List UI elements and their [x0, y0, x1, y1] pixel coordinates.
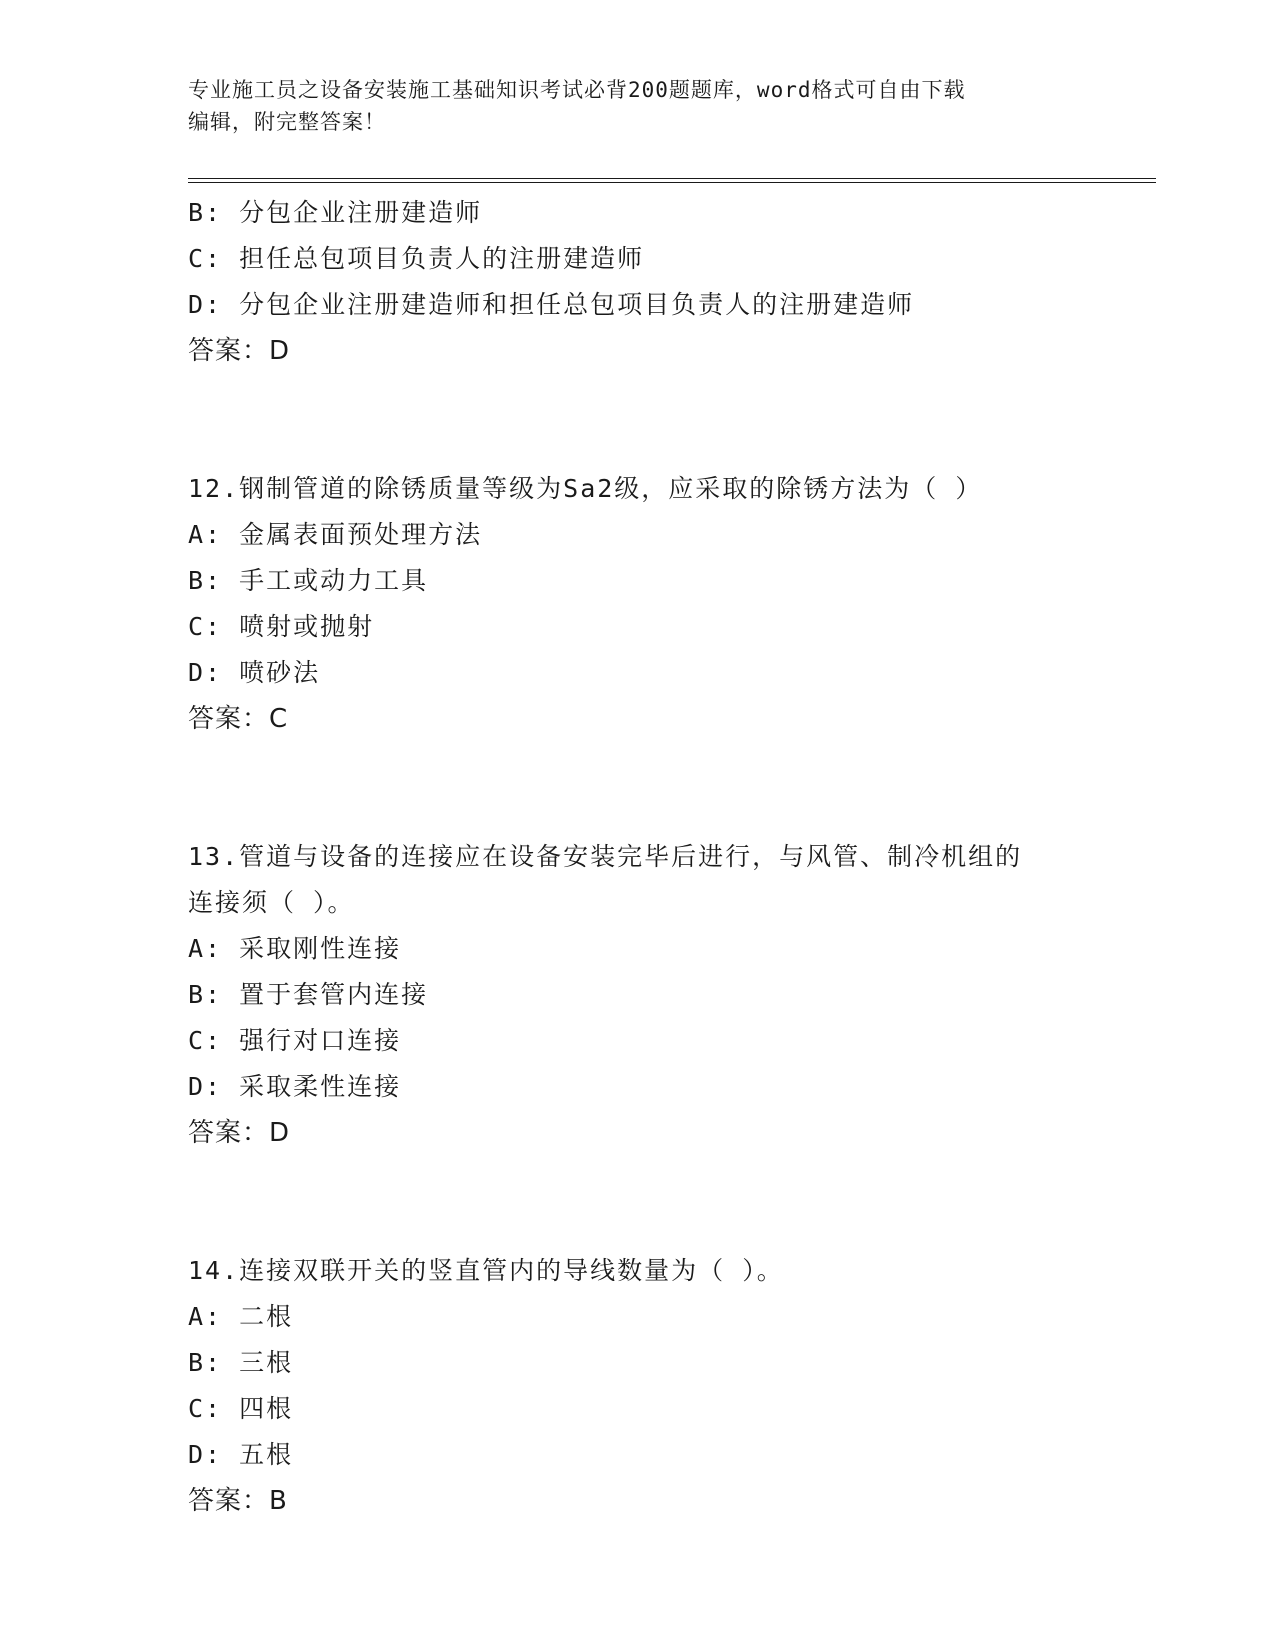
- option-c: C: 担任总包项目负责人的注册建造师: [188, 244, 645, 273]
- option-a: A: 二根: [188, 1302, 294, 1331]
- spacer: [188, 374, 1088, 466]
- option-d: D: 喷砂法: [188, 658, 321, 687]
- option-c: C: 四根: [188, 1394, 294, 1423]
- option-d: D: 分包企业注册建造师和担任总包项目负责人的注册建造师: [188, 290, 915, 319]
- answer: 答案：D: [188, 1118, 291, 1148]
- question-11: [188, 190, 1088, 374]
- header-line-1: 专业施工员之设备安装施工基础知识考试必背200题题库，word格式可自由下载: [188, 78, 966, 102]
- option-c: C: 喷射或抛射: [188, 612, 375, 641]
- option-d: D: 采取柔性连接: [188, 1072, 402, 1101]
- option-c: C: 强行对口连接: [188, 1026, 402, 1055]
- answer: 答案：C: [188, 704, 289, 734]
- question-14: [188, 1248, 1088, 1524]
- question-12: [188, 466, 1088, 742]
- question-stem-line-1: 13.管道与设备的连接应在设备安装完毕后进行，与风管、制冷机组的: [188, 842, 1023, 871]
- header-line-2: 编辑，附完整答案！: [188, 110, 386, 134]
- document-header: [188, 74, 1088, 138]
- header-divider-bottom: [188, 182, 1156, 183]
- question-stem: 14.连接双联开关的竖直管内的导线数量为（ ）。: [188, 1256, 784, 1285]
- option-b: B: 手工或动力工具: [188, 566, 429, 595]
- header-divider-top: [188, 178, 1156, 179]
- answer: 答案：B: [188, 1486, 288, 1516]
- option-b: B: 置于套管内连接: [188, 980, 429, 1009]
- spacer: [188, 1156, 1088, 1248]
- option-b: B: 三根: [188, 1348, 294, 1377]
- question-stem: 12.钢制管道的除锈质量等级为Sa2级，应采取的除锈方法为（ ）: [188, 474, 983, 503]
- answer: 答案：D: [188, 336, 291, 366]
- option-d: D: 五根: [188, 1440, 294, 1469]
- question-13: [188, 834, 1088, 1156]
- option-a: A: 金属表面预处理方法: [188, 520, 483, 549]
- spacer: [188, 742, 1088, 834]
- option-a: A: 采取刚性连接: [188, 934, 402, 963]
- question-stem-line-2: 连接须（ ）。: [188, 888, 355, 917]
- question-content: [188, 190, 1088, 1524]
- option-b: B: 分包企业注册建造师: [188, 198, 483, 227]
